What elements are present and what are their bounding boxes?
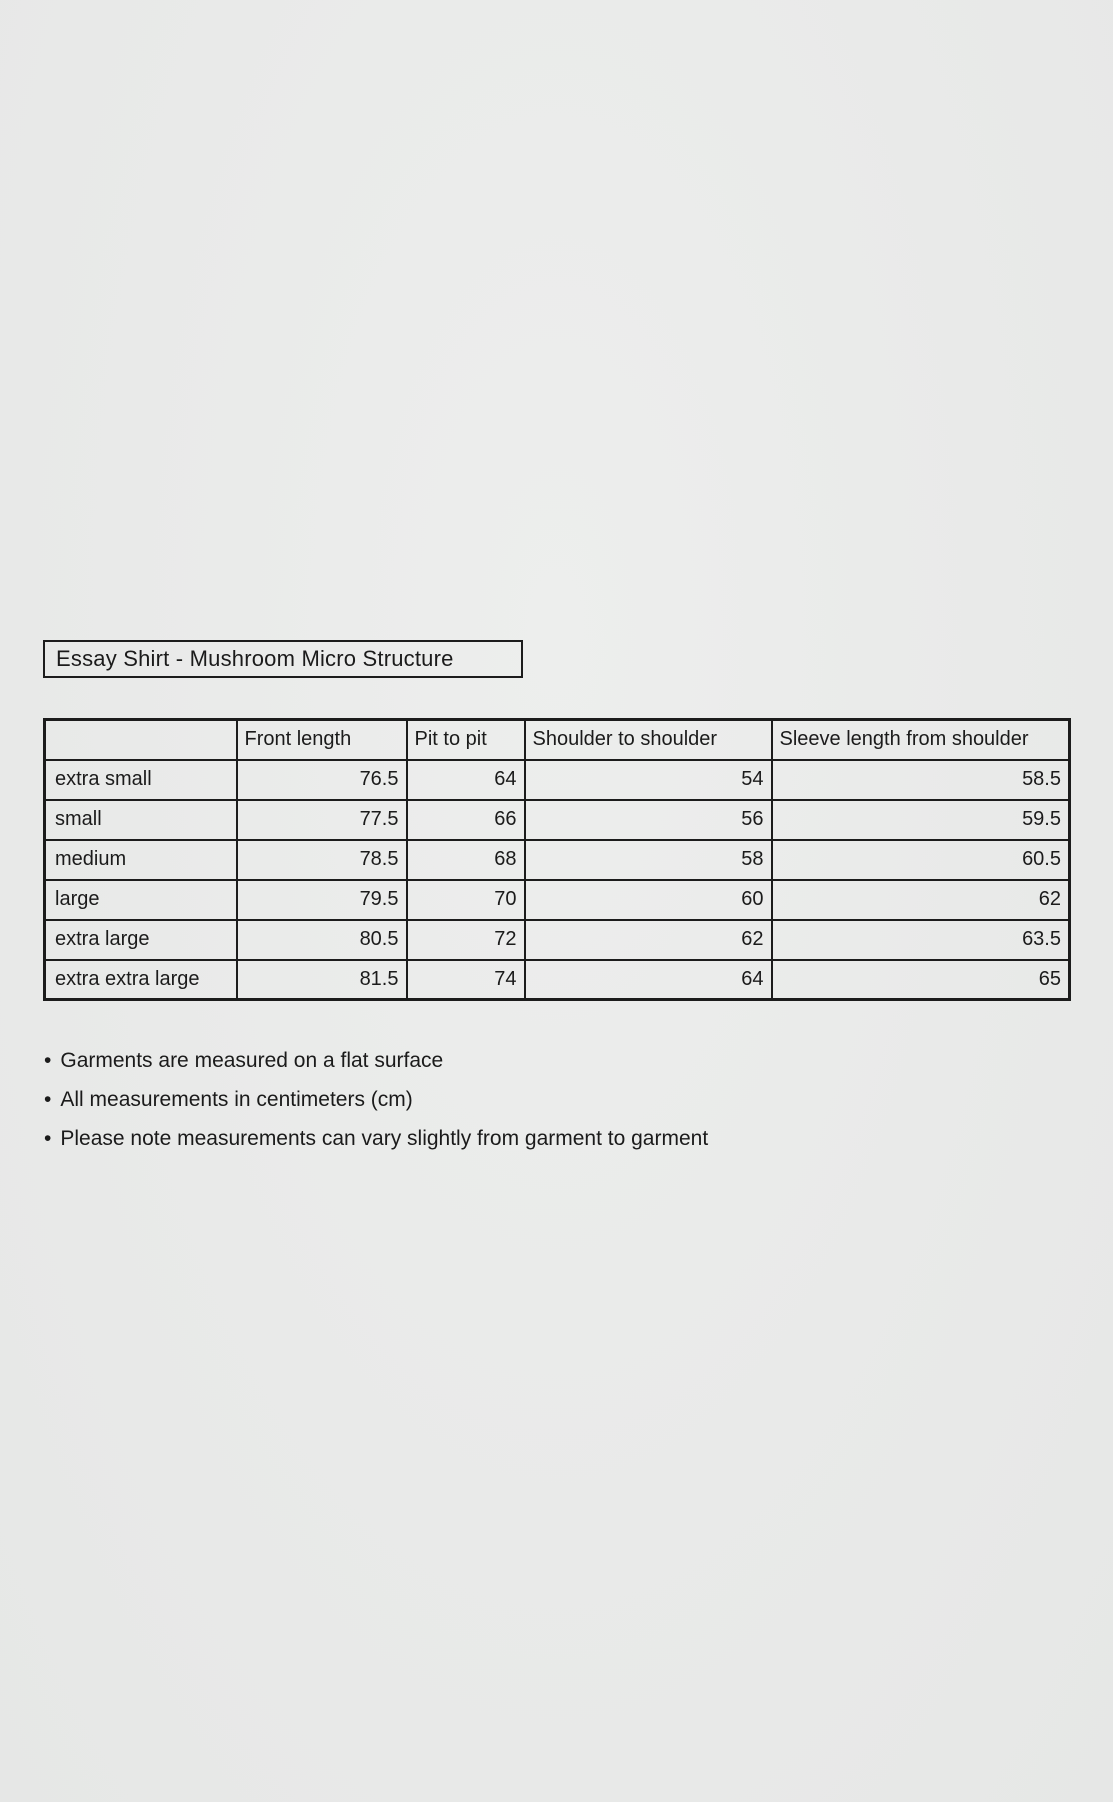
note-text: Please note measurements can vary slightly from garment to garment <box>60 1127 709 1150</box>
table-row-extra-extra-large <box>45 960 1070 1000</box>
note-variation <box>44 1126 708 1152</box>
size-label: extra extra large <box>45 960 237 1000</box>
note-text: Garments are measured on a flat surface <box>60 1049 444 1072</box>
table-row-large <box>45 880 1070 920</box>
shoulder-value: 60 <box>525 880 772 920</box>
sleeve-value: 58.5 <box>772 760 1070 800</box>
column-header-pit-to-pit: Pit to pit <box>407 720 525 760</box>
pit-to-pit-value: 68 <box>407 840 525 880</box>
pit-to-pit-value: 66 <box>407 800 525 840</box>
size-label: large <box>45 880 237 920</box>
table-row-extra-small <box>45 760 1070 800</box>
pit-to-pit-value: 72 <box>407 920 525 960</box>
page-title: Essay Shirt - Mushroom Micro Structure <box>56 646 454 671</box>
note-text: All measurements in centimeters (cm) <box>60 1088 413 1111</box>
size-label: extra small <box>45 760 237 800</box>
column-header-sleeve-length: Sleeve length from shoulder <box>772 720 1070 760</box>
table-row-medium <box>45 840 1070 880</box>
size-label: small <box>45 800 237 840</box>
front-length-value: 79.5 <box>237 880 407 920</box>
pit-to-pit-value: 70 <box>407 880 525 920</box>
note-centimeters <box>44 1087 708 1113</box>
notes-list <box>44 1048 708 1165</box>
sleeve-value: 59.5 <box>772 800 1070 840</box>
shoulder-value: 58 <box>525 840 772 880</box>
front-length-value: 76.5 <box>237 760 407 800</box>
bullet-icon: • <box>44 1127 52 1150</box>
table-row-extra-large <box>45 920 1070 960</box>
front-length-value: 77.5 <box>237 800 407 840</box>
note-flat-surface <box>44 1048 708 1074</box>
column-header-shoulder-to-shoulder: Shoulder to shoulder <box>525 720 772 760</box>
size-label: extra large <box>45 920 237 960</box>
shoulder-value: 56 <box>525 800 772 840</box>
sleeve-value: 60.5 <box>772 840 1070 880</box>
shoulder-value: 64 <box>525 960 772 1000</box>
sleeve-value: 63.5 <box>772 920 1070 960</box>
sleeve-value: 65 <box>772 960 1070 1000</box>
pit-to-pit-value: 64 <box>407 760 525 800</box>
size-table <box>43 718 1071 1001</box>
front-length-value: 81.5 <box>237 960 407 1000</box>
sleeve-value: 62 <box>772 880 1070 920</box>
size-label: medium <box>45 840 237 880</box>
front-length-value: 78.5 <box>237 840 407 880</box>
table-row-small <box>45 800 1070 840</box>
title-box <box>43 640 523 678</box>
bullet-icon: • <box>44 1088 52 1111</box>
column-header-blank <box>45 720 237 760</box>
pit-to-pit-value: 74 <box>407 960 525 1000</box>
column-header-front-length: Front length <box>237 720 407 760</box>
header-row <box>45 720 1070 760</box>
shoulder-value: 54 <box>525 760 772 800</box>
front-length-value: 80.5 <box>237 920 407 960</box>
bullet-icon: • <box>44 1049 52 1072</box>
shoulder-value: 62 <box>525 920 772 960</box>
